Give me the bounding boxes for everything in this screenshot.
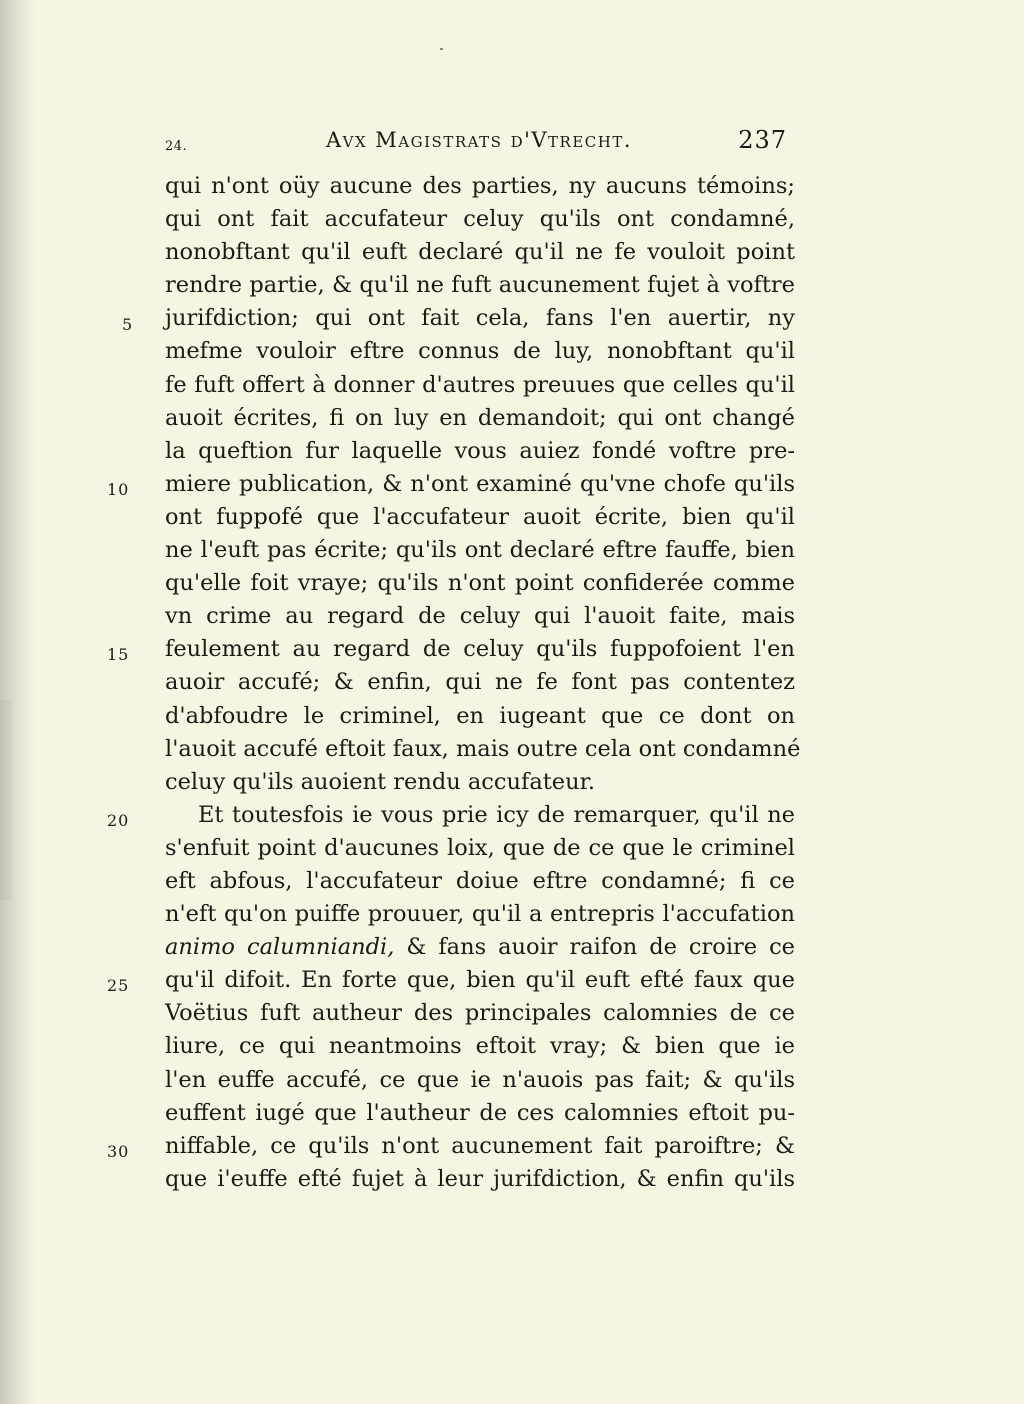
text-line: l'auoit accufé eftoit faux, mais outre cela ont condamné xyxy=(165,735,801,762)
text-line: s'enfuit point d'aucunes loix, que de ce que le criminel xyxy=(165,834,795,861)
paragraph-first-line: Et toutesfois ie vous prie icy de remarquer, qu'il ne xyxy=(198,801,795,828)
text-line: que i'euffe efté fujet à leur jurifdiction, & enfin qu'ils xyxy=(165,1165,795,1192)
text-line: feulement au regard de celuy qu'ils fuppofoient l'en xyxy=(165,636,795,663)
text-line: auoit écrites, fi on luy en demandoit; qui ont changé xyxy=(165,404,795,431)
text-line: liure, ce qui neantmoins eftoit vray; & bien que ie xyxy=(165,1033,795,1060)
text-line: euffent iugé que l'autheur de ces calomnies eftoit pu- xyxy=(165,1099,795,1126)
line-number-20: 20 xyxy=(107,811,130,830)
text-line: n'eft qu'on puiffe prouuer, qu'il a entrepris l'accufation xyxy=(165,901,795,928)
paper-speck xyxy=(440,48,443,50)
line-remainder: & fans auoir raifon de croire ce xyxy=(406,934,795,961)
line-number-10: 10 xyxy=(107,480,130,499)
page-gutter-shadow-dark xyxy=(0,700,14,900)
page-number: 237 xyxy=(738,126,787,154)
text-line: mefme vouloir eftre connus de luy, nonobftant qu'il xyxy=(165,338,795,365)
text-line: Voëtius fuft autheur des principales calomnies de ce xyxy=(165,1000,795,1027)
line-number-15: 15 xyxy=(107,645,130,664)
text-line: jurifdiction; qui ont fait cela, fans l'en auertir, ny xyxy=(165,305,795,332)
text-line: auoir accufé; & enfin, qui ne fe font pas contentez xyxy=(165,669,795,696)
text-line: vn crime au regard de celuy qui l'auoit faite, mais xyxy=(165,603,795,630)
italic-phrase: animo calumniandi, xyxy=(165,934,395,961)
text-line-with-italic xyxy=(165,931,795,964)
text-line: nonobftant qu'il euft declaré qu'il ne fe vouloit point xyxy=(165,239,795,266)
signature-mark: 24. xyxy=(165,139,188,154)
text-line: qui n'ont oüy aucune des parties, ny aucuns témoins; xyxy=(165,173,795,199)
text-line: qu'il difoit. En forte que, bien qu'il euft efté faux que xyxy=(165,967,795,994)
text-line: ne l'euft pas écrite; qu'ils ont declaré eftre fauffe, bien xyxy=(165,537,795,564)
body-text xyxy=(165,170,801,1196)
line-number-5: 5 xyxy=(122,315,134,334)
text-line: rendre partie, & qu'il ne fuft aucunement fujet à voftre xyxy=(165,272,795,299)
text-line: ont fuppofé que l'accufateur auoit écrite, bien qu'il xyxy=(165,503,795,530)
line-number-25: 25 xyxy=(107,976,130,995)
text-line: qui ont fait accufateur celuy qu'ils ont condamné, xyxy=(165,206,795,233)
text-line: l'en euffe accufé, ce que ie n'auois pas fait; & qu'ils xyxy=(165,1066,795,1093)
running-title: Avx Magistrats d'Vtrecht. xyxy=(325,128,633,152)
text-line: d'abfoudre le criminel, en iugeant que ce dont on xyxy=(165,702,795,729)
text-line: qu'elle foit vraye; qu'ils n'ont point confiderée comme xyxy=(165,570,795,597)
line-number-30: 30 xyxy=(107,1142,130,1161)
text-line: la queftion fur laquelle vous auiez fondé voftre pre- xyxy=(165,437,795,464)
text-line: niffable, ce qu'ils n'ont aucunement fait paroiftre; & xyxy=(165,1132,795,1159)
text-line: celuy qu'ils auoient rendu accufateur. xyxy=(165,768,596,795)
running-head xyxy=(163,128,795,158)
text-line: eft abfous, l'accufateur doiue eftre condamné; fi ce xyxy=(165,867,795,894)
text-line: miere publication, & n'ont examiné qu'vne chofe qu'ils xyxy=(165,470,795,497)
text-line: fe fuft offert à donner d'autres preuues que celles qu'il xyxy=(165,371,795,398)
